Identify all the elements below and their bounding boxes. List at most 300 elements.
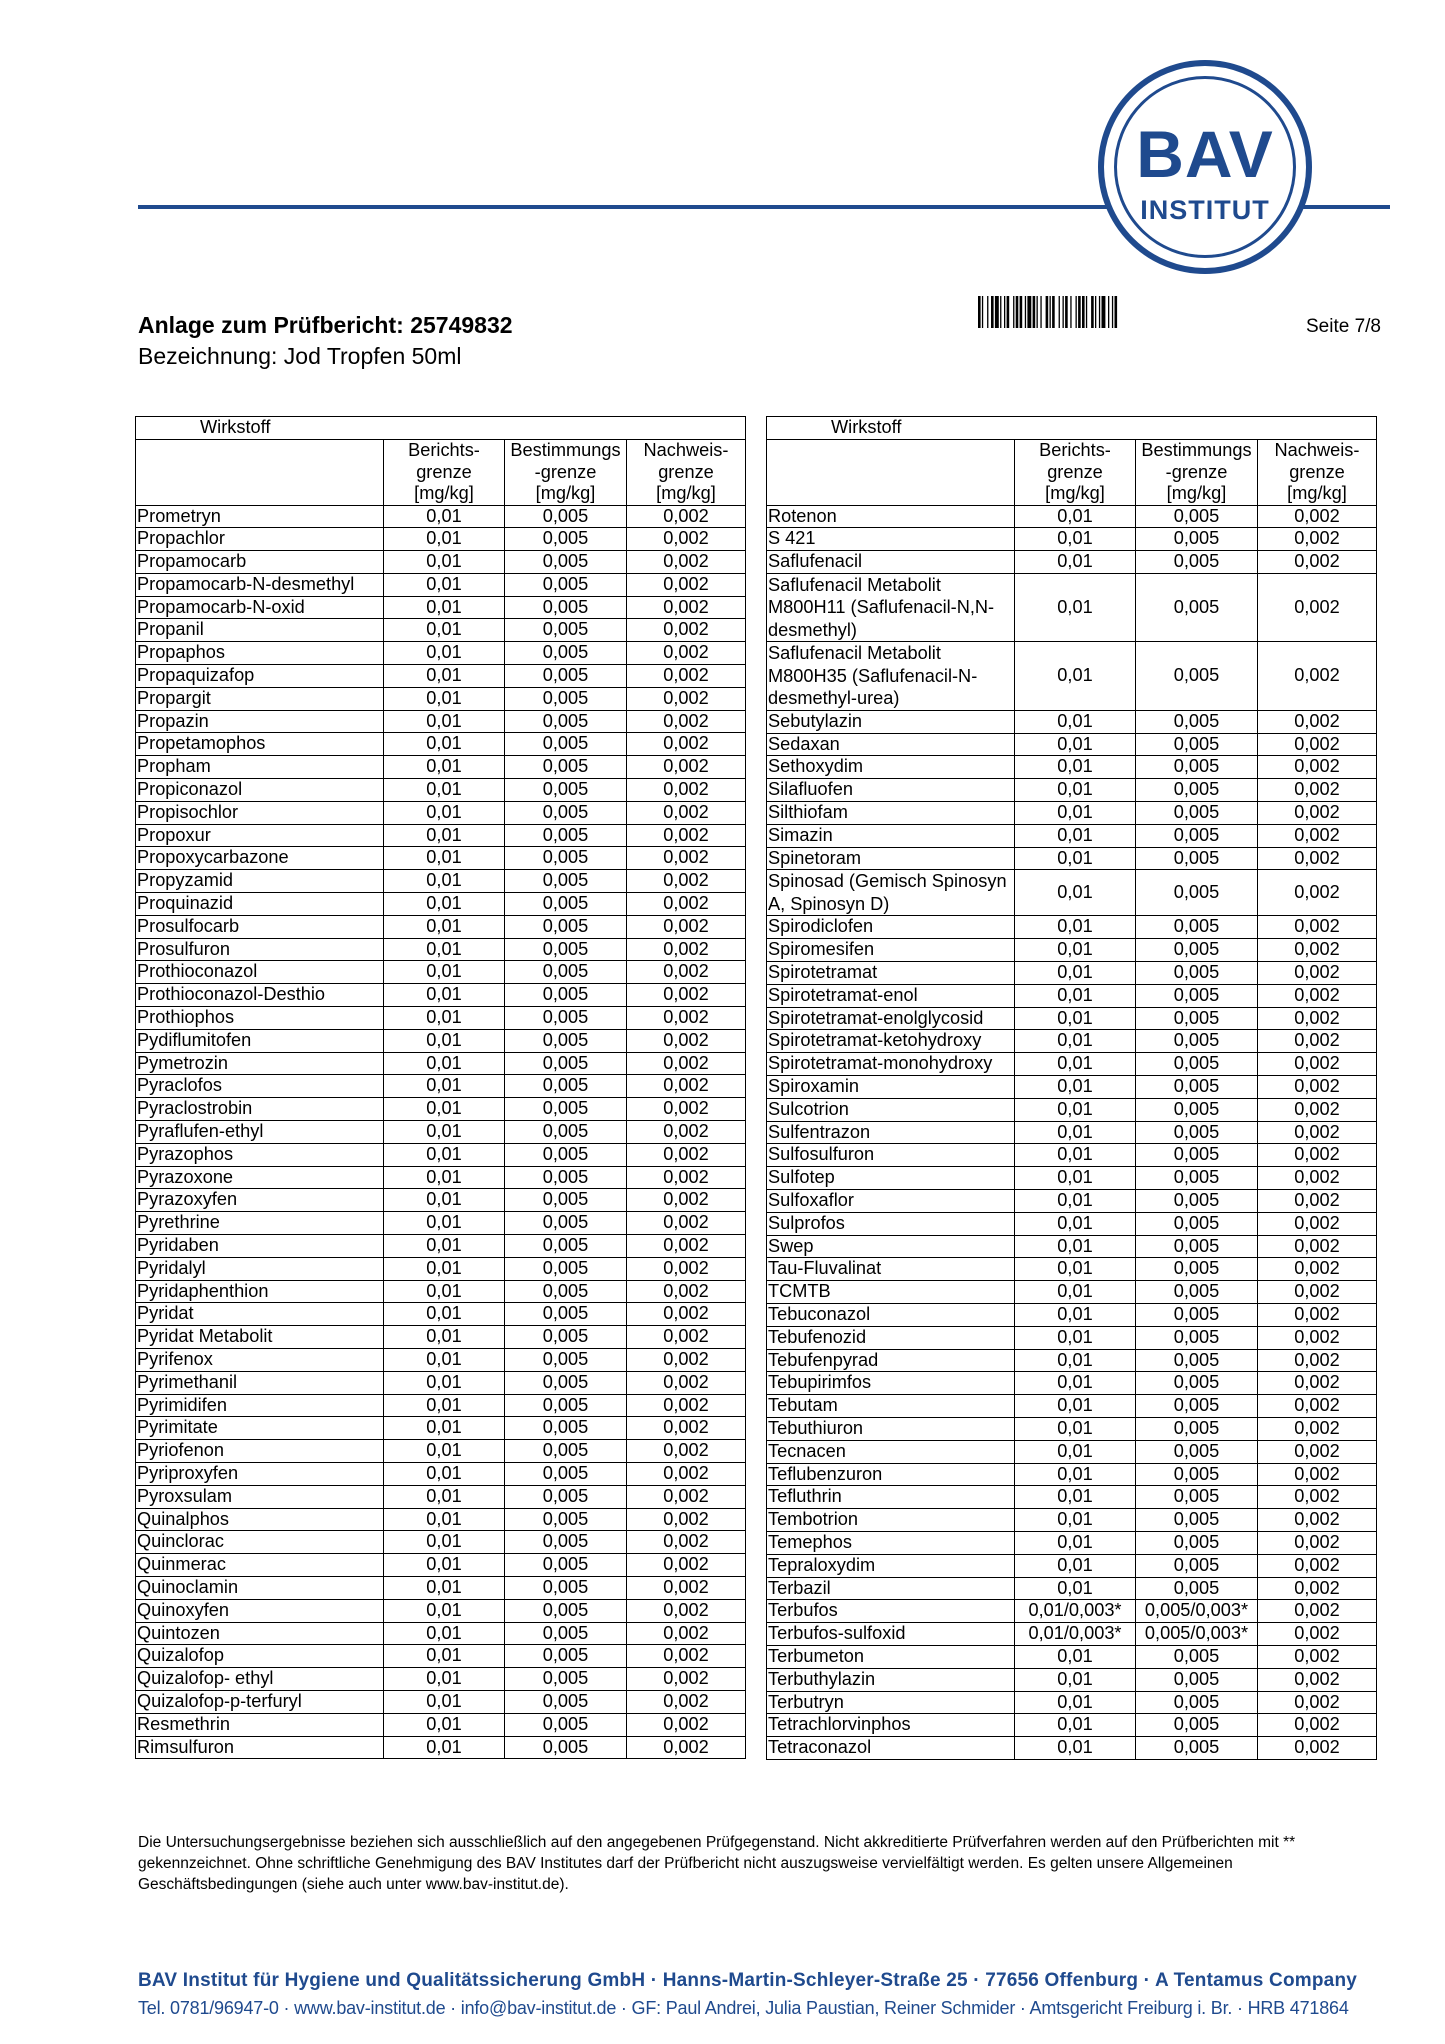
cell-berichtsgrenze: 0,01 [384,619,505,642]
cell-wirkstoff: Pyriproxyfen [136,1462,384,1485]
cell-bestimmungsgrenze: 0,005 [1136,870,1258,916]
cell-bestimmungsgrenze: 0,005 [1136,551,1258,574]
table-row [136,710,746,733]
cell-bestimmungsgrenze: 0,005 [1136,1714,1258,1737]
table-row [136,687,746,710]
cell-berichtsgrenze: 0,01 [384,938,505,961]
cell-nachweisgrenze: 0,002 [627,1417,746,1440]
cell-bestimmungsgrenze: 0,005 [505,824,627,847]
cell-wirkstoff: Quinclorac [136,1531,384,1554]
cell-nachweisgrenze: 0,002 [1258,1121,1377,1144]
cell-wirkstoff: Prosulfocarb [136,915,384,938]
table-row [136,505,746,528]
cell-wirkstoff: Propamocarb-N-oxid [136,596,384,619]
cell-berichtsgrenze: 0,01 [1015,1281,1136,1304]
cell-berichtsgrenze: 0,01 [384,1007,505,1030]
cell-berichtsgrenze: 0,01 [1015,1531,1136,1554]
cell-wirkstoff: Prothioconazol-Desthio [136,984,384,1007]
cell-nachweisgrenze: 0,002 [1258,1714,1377,1737]
cell-wirkstoff: Sulprofos [767,1212,1015,1235]
cell-bestimmungsgrenze: 0,005 [505,573,627,596]
cell-wirkstoff: Quinalphos [136,1508,384,1531]
cell-nachweisgrenze: 0,002 [1258,573,1377,642]
cell-bestimmungsgrenze: 0,005 [505,687,627,710]
cell-bestimmungsgrenze: 0,005 [1136,1645,1258,1668]
cell-bestimmungsgrenze: 0,005 [505,961,627,984]
cell-bestimmungsgrenze: 0,005 [505,938,627,961]
cell-wirkstoff: Tecnacen [767,1440,1015,1463]
cell-wirkstoff: Tetraconazol [767,1737,1015,1760]
cell-berichtsgrenze: 0,01 [384,870,505,893]
cell-wirkstoff: Propham [136,756,384,779]
table-row [767,1623,1377,1646]
cell-nachweisgrenze: 0,002 [627,1599,746,1622]
cell-berichtsgrenze: 0,01 [1015,505,1136,528]
cell-nachweisgrenze: 0,002 [627,733,746,756]
cell-bestimmungsgrenze: 0,005 [505,1440,627,1463]
table-row [136,1235,746,1258]
cell-nachweisgrenze: 0,002 [627,1713,746,1736]
cell-berichtsgrenze: 0,01 [1015,1190,1136,1213]
table-row [767,1281,1377,1304]
cell-bestimmungsgrenze: 0,005 [1136,1509,1258,1532]
table-row [767,1418,1377,1441]
cell-wirkstoff: Sulfoxaflor [767,1190,1015,1213]
cell-nachweisgrenze: 0,002 [1258,528,1377,551]
cell-nachweisgrenze: 0,002 [1258,1030,1377,1053]
cell-wirkstoff: Pyroxsulam [136,1485,384,1508]
table-row [136,1257,746,1280]
cell-wirkstoff: Pyrazoxyfen [136,1189,384,1212]
cell-berichtsgrenze: 0,01 [1015,1349,1136,1372]
table-row [136,596,746,619]
cell-bestimmungsgrenze: 0,005 [505,1531,627,1554]
cell-bestimmungsgrenze: 0,005 [505,1462,627,1485]
cell-bestimmungsgrenze: 0,005 [1136,505,1258,528]
cell-bestimmungsgrenze: 0,005 [1136,847,1258,870]
cell-bestimmungsgrenze: 0,005 [1136,1554,1258,1577]
header-col2: Bestimmungs -grenze [mg/kg] [1136,440,1258,506]
cell-berichtsgrenze: 0,01 [1015,528,1136,551]
cell-nachweisgrenze: 0,002 [627,1736,746,1759]
cell-berichtsgrenze: 0,01 [384,1668,505,1691]
table-row [767,1212,1377,1235]
table-row [767,1326,1377,1349]
cell-nachweisgrenze: 0,002 [1258,1144,1377,1167]
cell-nachweisgrenze: 0,002 [627,1098,746,1121]
cell-nachweisgrenze: 0,002 [627,1326,746,1349]
cell-wirkstoff: Resmethrin [136,1713,384,1736]
cell-nachweisgrenze: 0,002 [627,642,746,665]
cell-bestimmungsgrenze: 0,005 [505,505,627,528]
cell-berichtsgrenze: 0,01 [384,1257,505,1280]
table-row [767,528,1377,551]
cell-nachweisgrenze: 0,002 [627,1622,746,1645]
results-table-left [135,416,746,1759]
cell-bestimmungsgrenze: 0,005 [505,665,627,688]
table-row [136,642,746,665]
cell-wirkstoff: Spirotetramat-enolglycosid [767,1007,1015,1030]
table-row [767,779,1377,802]
cell-berichtsgrenze: 0,01 [384,1531,505,1554]
cell-wirkstoff: Spirotetramat-enol [767,984,1015,1007]
cell-wirkstoff: Sulfentrazon [767,1121,1015,1144]
cell-bestimmungsgrenze: 0,005 [505,1212,627,1235]
cell-nachweisgrenze: 0,002 [1258,1212,1377,1235]
cell-nachweisgrenze: 0,002 [627,619,746,642]
cell-bestimmungsgrenze: 0,005 [1136,756,1258,779]
cell-berichtsgrenze: 0,01 [384,984,505,1007]
cell-bestimmungsgrenze: 0,005 [1136,1212,1258,1235]
report-title: Anlage zum Prüfbericht: 25749832 [138,312,513,338]
cell-berichtsgrenze: 0,01 [384,665,505,688]
cell-berichtsgrenze: 0,01 [1015,1167,1136,1190]
logo-text-institut: INSTITUT [1140,195,1270,225]
cell-nachweisgrenze: 0,002 [1258,1007,1377,1030]
cell-bestimmungsgrenze: 0,005 [505,710,627,733]
table-row [136,551,746,574]
table-row [136,1303,746,1326]
cell-bestimmungsgrenze: 0,005 [1136,824,1258,847]
table-row [136,893,746,916]
cell-bestimmungsgrenze: 0,005 [505,1326,627,1349]
cell-wirkstoff: Spirodiclofen [767,916,1015,939]
cell-berichtsgrenze: 0,01 [1015,1144,1136,1167]
cell-wirkstoff: Terbutryn [767,1691,1015,1714]
table-row [767,1121,1377,1144]
header-wirkstoff: Wirkstoff [767,417,1377,440]
cell-wirkstoff: Sulfosulfuron [767,1144,1015,1167]
footer-contact-line: Tel. 0781/96947-0 · www.bav-institut.de · info@bav-institut.de · GF: Paul Andrei, Julia Paustian, Reiner Schmider · Amtsgericht Freiburg i. Br. · HRB 471864 [138,1998,1349,2018]
cell-berichtsgrenze: 0,01 [1015,962,1136,985]
table-row [767,642,1377,711]
table-row [767,1030,1377,1053]
table-row [136,801,746,824]
cell-nachweisgrenze: 0,002 [627,847,746,870]
cell-berichtsgrenze: 0,01 [1015,1486,1136,1509]
cell-nachweisgrenze: 0,002 [627,984,746,1007]
table-row [136,915,746,938]
cell-wirkstoff: Sethoxydim [767,756,1015,779]
cell-wirkstoff: Pyrimitate [136,1417,384,1440]
cell-bestimmungsgrenze: 0,005 [1136,1463,1258,1486]
cell-bestimmungsgrenze: 0,005 [1136,1258,1258,1281]
cell-nachweisgrenze: 0,002 [627,1462,746,1485]
table-row [136,847,746,870]
table-row [136,1508,746,1531]
cell-wirkstoff: Rotenon [767,505,1015,528]
cell-nachweisgrenze: 0,002 [1258,1304,1377,1327]
cell-berichtsgrenze: 0,01 [384,847,505,870]
cell-wirkstoff: Pyrimethanil [136,1371,384,1394]
cell-berichtsgrenze: 0,01 [1015,1577,1136,1600]
table-row [767,1076,1377,1099]
cell-nachweisgrenze: 0,002 [627,1668,746,1691]
cell-berichtsgrenze: 0,01 [1015,1304,1136,1327]
table-row [767,1235,1377,1258]
cell-bestimmungsgrenze: 0,005 [1136,528,1258,551]
cell-bestimmungsgrenze: 0,005 [505,915,627,938]
header-col1: Berichts-grenze [mg/kg] [1015,440,1136,506]
cell-wirkstoff: Pyridat [136,1303,384,1326]
cell-berichtsgrenze: 0,01 [1015,573,1136,642]
table-row [136,1075,746,1098]
cell-berichtsgrenze: 0,01 [1015,1326,1136,1349]
cell-berichtsgrenze: 0,01 [1015,1235,1136,1258]
table-row [767,1053,1377,1076]
cell-nachweisgrenze: 0,002 [1258,1531,1377,1554]
cell-wirkstoff: Saflufenacil [767,551,1015,574]
cell-berichtsgrenze: 0,01 [1015,1007,1136,1030]
cell-berichtsgrenze: 0,01 [1015,1395,1136,1418]
cell-wirkstoff: Pyridalyl [136,1257,384,1280]
cell-berichtsgrenze: 0,01 [384,1280,505,1303]
cell-nachweisgrenze: 0,002 [1258,1098,1377,1121]
cell-nachweisgrenze: 0,002 [627,1554,746,1577]
cell-bestimmungsgrenze: 0,005 [1136,1486,1258,1509]
logo-text-bav: BAV [1136,117,1274,191]
table-row [767,1372,1377,1395]
cell-nachweisgrenze: 0,002 [627,824,746,847]
cell-nachweisgrenze: 0,002 [1258,1440,1377,1463]
cell-berichtsgrenze: 0,01 [1015,1691,1136,1714]
cell-wirkstoff: Prometryn [136,505,384,528]
cell-bestimmungsgrenze: 0,005 [1136,962,1258,985]
cell-berichtsgrenze: 0,01 [1015,1440,1136,1463]
cell-bestimmungsgrenze: 0,005 [505,1235,627,1258]
table-row [136,1485,746,1508]
cell-nachweisgrenze: 0,002 [627,779,746,802]
cell-bestimmungsgrenze: 0,005 [1136,1030,1258,1053]
cell-bestimmungsgrenze: 0,005 [505,1075,627,1098]
table-row [767,939,1377,962]
cell-nachweisgrenze: 0,002 [627,687,746,710]
cell-wirkstoff: Propachlor [136,528,384,551]
cell-berichtsgrenze: 0,01 [384,1645,505,1668]
cell-bestimmungsgrenze: 0,005 [505,642,627,665]
cell-bestimmungsgrenze: 0,005 [505,1143,627,1166]
cell-nachweisgrenze: 0,002 [1258,962,1377,985]
cell-bestimmungsgrenze: 0,005 [505,733,627,756]
cell-berichtsgrenze: 0,01 [384,1508,505,1531]
table-row [136,573,746,596]
cell-bestimmungsgrenze: 0,005 [1136,733,1258,756]
cell-berichtsgrenze: 0,01 [1015,984,1136,1007]
cell-nachweisgrenze: 0,002 [627,1576,746,1599]
table-row [136,1007,746,1030]
table-row [767,870,1377,916]
cell-nachweisgrenze: 0,002 [1258,1395,1377,1418]
cell-bestimmungsgrenze: 0,005 [505,1007,627,1030]
table-row [136,1622,746,1645]
cell-berichtsgrenze: 0,01 [1015,1121,1136,1144]
cell-wirkstoff: Spirotetramat [767,962,1015,985]
cell-bestimmungsgrenze: 0,005 [1136,779,1258,802]
table-row [767,916,1377,939]
table-row [136,779,746,802]
cell-berichtsgrenze: 0,01 [1015,779,1136,802]
table-row [767,1395,1377,1418]
cell-nachweisgrenze: 0,002 [1258,756,1377,779]
cell-nachweisgrenze: 0,002 [1258,642,1377,711]
cell-bestimmungsgrenze: 0,005 [1136,1144,1258,1167]
cell-nachweisgrenze: 0,002 [1258,1349,1377,1372]
cell-wirkstoff: Propazin [136,710,384,733]
cell-nachweisgrenze: 0,002 [1258,802,1377,825]
table-row [136,733,746,756]
table-row [767,1144,1377,1167]
cell-bestimmungsgrenze: 0,005 [505,1029,627,1052]
results-table-right [766,416,1377,1760]
cell-nachweisgrenze: 0,002 [627,1485,746,1508]
cell-bestimmungsgrenze: 0,005 [505,1371,627,1394]
cell-bestimmungsgrenze: 0,005 [505,847,627,870]
cell-bestimmungsgrenze: 0,005 [1136,1531,1258,1554]
cell-bestimmungsgrenze: 0,005 [505,870,627,893]
table-row [767,1349,1377,1372]
cell-berichtsgrenze: 0,01 [1015,1372,1136,1395]
cell-berichtsgrenze: 0,01 [384,1394,505,1417]
table-subheader-row [136,440,746,506]
cell-bestimmungsgrenze: 0,005 [505,596,627,619]
cell-berichtsgrenze: 0,01 [1015,916,1136,939]
table-row [136,665,746,688]
cell-wirkstoff: Pymetrozin [136,1052,384,1075]
cell-wirkstoff: Tebufenpyrad [767,1349,1015,1372]
cell-wirkstoff: Pyraflufen-ethyl [136,1121,384,1144]
cell-nachweisgrenze: 0,002 [627,1166,746,1189]
report-subtitle: Bezeichnung: Jod Tropfen 50ml [138,343,462,369]
table-row [136,984,746,1007]
cell-berichtsgrenze: 0,01 [1015,802,1136,825]
cell-nachweisgrenze: 0,002 [1258,779,1377,802]
cell-wirkstoff: Terbufos [767,1600,1015,1623]
cell-berichtsgrenze: 0,01 [384,596,505,619]
cell-bestimmungsgrenze: 0,005 [505,756,627,779]
cell-berichtsgrenze: 0,01 [384,573,505,596]
cell-wirkstoff: Spiromesifen [767,939,1015,962]
cell-berichtsgrenze: 0,01 [1015,1030,1136,1053]
cell-wirkstoff: Propargit [136,687,384,710]
cell-berichtsgrenze: 0,01 [1015,551,1136,574]
table-row [136,1189,746,1212]
table-row [767,1554,1377,1577]
cell-nachweisgrenze: 0,002 [627,1235,746,1258]
cell-berichtsgrenze: 0,01 [384,915,505,938]
cell-nachweisgrenze: 0,002 [627,1394,746,1417]
cell-berichtsgrenze: 0,01 [384,1166,505,1189]
cell-nachweisgrenze: 0,002 [1258,1326,1377,1349]
cell-berichtsgrenze: 0,01 [384,1189,505,1212]
cell-wirkstoff: Quinoclamin [136,1576,384,1599]
cell-nachweisgrenze: 0,002 [627,1007,746,1030]
cell-bestimmungsgrenze: 0,005 [1136,802,1258,825]
cell-bestimmungsgrenze: 0,005 [505,1303,627,1326]
cell-nachweisgrenze: 0,002 [627,938,746,961]
cell-berichtsgrenze: 0,01 [1015,1463,1136,1486]
cell-nachweisgrenze: 0,002 [627,1280,746,1303]
cell-wirkstoff: Pyridat Metabolit [136,1326,384,1349]
table-row [767,802,1377,825]
cell-berichtsgrenze: 0,01 [1015,870,1136,916]
table-row [136,824,746,847]
cell-berichtsgrenze: 0,01 [384,1143,505,1166]
cell-wirkstoff: Tebuthiuron [767,1418,1015,1441]
cell-wirkstoff: Sulfotep [767,1167,1015,1190]
header-blank [136,440,384,506]
cell-wirkstoff: Temephos [767,1531,1015,1554]
cell-wirkstoff: Rimsulfuron [136,1736,384,1759]
cell-wirkstoff: Prothioconazol [136,961,384,984]
cell-bestimmungsgrenze: 0,005 [1136,1349,1258,1372]
table-row [136,756,746,779]
cell-nachweisgrenze: 0,002 [627,961,746,984]
page-number: Seite 7/8 [1306,316,1381,337]
cell-berichtsgrenze: 0,01 [1015,733,1136,756]
cell-berichtsgrenze: 0,01 [1015,1645,1136,1668]
cell-nachweisgrenze: 0,002 [627,1052,746,1075]
cell-nachweisgrenze: 0,002 [627,1212,746,1235]
cell-bestimmungsgrenze: 0,005 [505,551,627,574]
cell-bestimmungsgrenze: 0,005 [505,1508,627,1531]
table-row [767,756,1377,779]
cell-wirkstoff: Saflufenacil Metabolit M800H11 (Saflufenacil-N,N-desmethyl) [767,573,1015,642]
cell-bestimmungsgrenze: 0,005 [1136,1737,1258,1760]
table-row [767,733,1377,756]
table-row [767,1714,1377,1737]
cell-bestimmungsgrenze: 0,005 [505,1736,627,1759]
cell-wirkstoff: Spinetoram [767,847,1015,870]
cell-bestimmungsgrenze: 0,005 [1136,1440,1258,1463]
cell-berichtsgrenze: 0,01 [384,1622,505,1645]
cell-nachweisgrenze: 0,002 [1258,1258,1377,1281]
cell-bestimmungsgrenze: 0,005 [1136,1121,1258,1144]
cell-nachweisgrenze: 0,002 [627,1257,746,1280]
cell-bestimmungsgrenze: 0,005 [505,1645,627,1668]
cell-wirkstoff: Prosulfuron [136,938,384,961]
cell-nachweisgrenze: 0,002 [1258,1463,1377,1486]
cell-bestimmungsgrenze: 0,005 [1136,984,1258,1007]
cell-wirkstoff: Propamocarb [136,551,384,574]
cell-bestimmungsgrenze: 0,005 [1136,1326,1258,1349]
cell-bestimmungsgrenze: 0,005 [505,1599,627,1622]
disclaimer-footnote: Die Untersuchungsergebnisse beziehen sich ausschließlich auf den angegebenen Prüfgegenstand. Nicht akkreditierte Prüfverfahren werden auf den Prüfberichten mit ** gekennzeichnet. Ohne schriftliche Genehmigung des BAV Institutes darf der Prüfbericht nicht auszugsweise vervielfältigt werden. Es gelten unsere Allgemeinen Geschäftsbedingungen (siehe auch unter www.bav-institut.de). [138,1834,1296,1893]
cell-nachweisgrenze: 0,002 [627,665,746,688]
cell-berichtsgrenze: 0,01 [384,1303,505,1326]
table-row [136,1440,746,1463]
cell-wirkstoff: Tebufenozid [767,1326,1015,1349]
cell-nachweisgrenze: 0,002 [1258,1053,1377,1076]
cell-berichtsgrenze: 0,01 [384,1417,505,1440]
table-row [136,1554,746,1577]
table-row [767,1304,1377,1327]
cell-berichtsgrenze: 0,01 [1015,1737,1136,1760]
cell-berichtsgrenze: 0,01 [384,961,505,984]
cell-berichtsgrenze: 0,01 [1015,847,1136,870]
cell-berichtsgrenze: 0,01 [1015,1098,1136,1121]
table-row [767,1691,1377,1714]
cell-wirkstoff: Quizalofop-p-terfuryl [136,1690,384,1713]
cell-wirkstoff: Propaphos [136,642,384,665]
cell-bestimmungsgrenze: 0,005 [505,1098,627,1121]
cell-bestimmungsgrenze: 0,005 [505,1257,627,1280]
table-row [767,1509,1377,1532]
cell-wirkstoff: Simazin [767,824,1015,847]
cell-nachweisgrenze: 0,002 [1258,1486,1377,1509]
cell-nachweisgrenze: 0,002 [1258,916,1377,939]
cell-wirkstoff: Propaquizafop [136,665,384,688]
cell-nachweisgrenze: 0,002 [1258,1190,1377,1213]
